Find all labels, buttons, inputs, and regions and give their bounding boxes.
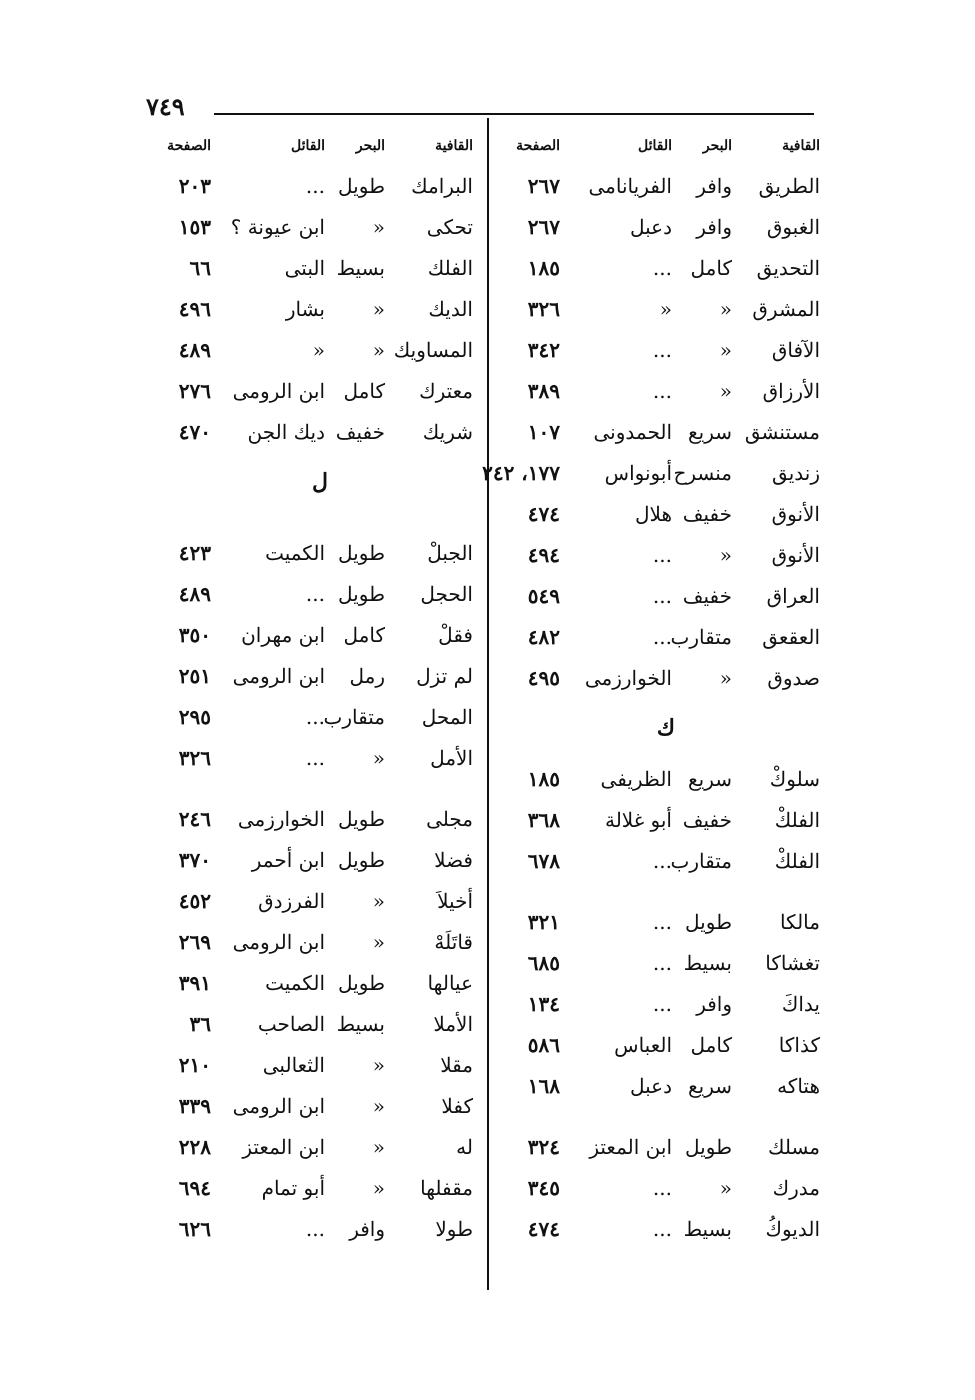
- entry-meter: بسيط: [683, 951, 732, 975]
- entry-meter: «: [372, 1094, 385, 1118]
- index-entry: [495, 617, 820, 658]
- entry-meter: «: [372, 930, 385, 954]
- letter-heading: [148, 453, 473, 513]
- entry-rhyme: زنديق: [772, 461, 820, 485]
- entry-rhyme: الفلكْ: [774, 808, 820, 832]
- index-entry: [148, 533, 473, 574]
- index-entry: [148, 615, 473, 656]
- entry-poet: أبونواس: [604, 461, 672, 485]
- entry-page: ٢٠٣: [178, 174, 211, 198]
- entry-meter: «: [719, 1176, 732, 1200]
- entry-meter: خفيف: [682, 502, 732, 526]
- entry-poet: هلال: [634, 502, 672, 526]
- index-entry: [495, 166, 820, 207]
- entry-page: ٤٩٤: [527, 543, 560, 567]
- entry-meter: بسيط: [683, 1217, 732, 1241]
- entry-meter: طويل: [338, 848, 385, 872]
- entry-page: ٢٦٩: [178, 930, 211, 954]
- entry-rhyme: تغشاكا: [765, 951, 820, 975]
- entry-rhyme: مستنشق: [744, 420, 820, 444]
- entry-poet: الحمدونى: [593, 420, 672, 444]
- entry-poet: العباس: [614, 1033, 672, 1057]
- index-entry: [495, 1209, 820, 1250]
- entry-meter: متقارب: [670, 625, 732, 649]
- entry-page: ٣٢٤: [527, 1135, 560, 1159]
- index-entry: [495, 943, 820, 984]
- index-entry: [148, 1209, 473, 1250]
- index-entry: [148, 697, 473, 738]
- entry-rhyme: شريك: [422, 420, 473, 444]
- entry-poet: ...: [652, 951, 672, 975]
- entry-meter: وافر: [349, 1217, 385, 1241]
- entry-rhyme: معترك: [419, 379, 473, 403]
- entry-meter: خفيف: [682, 808, 732, 832]
- header-meter: البحر: [702, 138, 732, 154]
- entry-meter: «: [372, 1135, 385, 1159]
- index-entry: [148, 799, 473, 840]
- entry-poet: الفريانامى: [588, 174, 672, 198]
- entry-rhyme: مدرك: [772, 1176, 820, 1200]
- entry-page: ٦٧٨: [527, 849, 560, 873]
- entry-poet: ...: [652, 338, 672, 362]
- entry-poet: ابن الرومى: [232, 379, 325, 403]
- index-entry: [495, 576, 820, 617]
- entry-rhyme: الآفاق: [771, 338, 820, 362]
- entry-rhyme: الأنوق: [771, 502, 820, 526]
- entry-meter: وافر: [696, 174, 732, 198]
- index-entry: [495, 902, 820, 943]
- entry-page: ٣٤٥: [527, 1176, 560, 1200]
- entry-poet: الفرزدق: [258, 889, 325, 913]
- entry-rhyme: التحديق: [756, 256, 820, 280]
- entry-page: ٤٨٢: [527, 625, 560, 649]
- column-divider: [487, 118, 489, 1290]
- entry-rhyme: الديك: [428, 297, 473, 321]
- entry-page: ١٦٨: [527, 1074, 560, 1098]
- entry-page: ٥٨٦: [527, 1033, 560, 1057]
- entry-meter: «: [372, 746, 385, 770]
- index-entry: [482, 453, 820, 494]
- entry-meter: سريع: [687, 420, 732, 444]
- header-rule: [214, 113, 814, 115]
- entry-meter: طويل: [338, 807, 385, 831]
- entry-page: ٤٩٦: [178, 297, 211, 321]
- entry-poet: ...: [305, 705, 325, 729]
- entry-poet: الخوارزمى: [237, 807, 325, 831]
- entry-rhyme: المحل: [421, 705, 473, 729]
- entry-poet: ...: [652, 1176, 672, 1200]
- entry-poet: دعبل: [629, 215, 672, 239]
- entry-poet: ابن مهران: [241, 623, 325, 647]
- entry-meter: «: [719, 297, 732, 321]
- entry-meter: «: [372, 338, 385, 362]
- header-poet: القائل: [637, 138, 672, 154]
- entry-rhyme: الغبوق: [766, 215, 820, 239]
- index-entry: [148, 1127, 473, 1168]
- entry-page: ٤٥٢: [178, 889, 211, 913]
- entry-page: ٣٢٦: [178, 746, 211, 770]
- entry-poet: «: [659, 297, 672, 321]
- index-entry: [148, 738, 473, 779]
- index-entry: [148, 412, 473, 453]
- entry-rhyme: طولا: [435, 1217, 473, 1241]
- index-entry: [495, 759, 820, 800]
- entry-page: ٤٧٠: [178, 420, 211, 444]
- entry-rhyme: لم تزل: [416, 664, 473, 688]
- index-entry: [495, 207, 820, 248]
- entry-poet: ابن الرومى: [232, 930, 325, 954]
- entry-rhyme: سلوكْ: [769, 767, 820, 791]
- entry-rhyme: قاتَلَهْ: [434, 930, 473, 954]
- index-entry: [495, 1168, 820, 1209]
- index-entry: [495, 984, 820, 1025]
- entry-rhyme: فضلا: [434, 848, 473, 872]
- index-entry: [148, 166, 473, 207]
- entry-poet: ...: [652, 543, 672, 567]
- entry-poet: ...: [652, 584, 672, 608]
- index-entry: [495, 800, 820, 841]
- entry-rhyme: العقعق: [762, 625, 820, 649]
- entry-meter: كامل: [690, 1033, 732, 1057]
- entry-meter: بسيط: [336, 1012, 385, 1036]
- entry-rhyme: العراق: [766, 584, 820, 608]
- header-page: الصفحة: [167, 138, 211, 154]
- entry-rhyme: المساويك: [393, 338, 473, 362]
- entry-page: ٣٤٢: [527, 338, 560, 362]
- entry-poet: الظريفى: [600, 767, 672, 791]
- entry-page: ١٨٥: [527, 256, 560, 280]
- header-page: الصفحة: [516, 138, 560, 154]
- entry-poet: ابن الرومى: [232, 664, 325, 688]
- entry-poet: ابن أحمر: [251, 848, 325, 872]
- entry-poet: الكميت: [265, 541, 325, 565]
- section-gap: [495, 882, 820, 902]
- entry-poet: ديك الجن: [247, 420, 325, 444]
- index-entry: [495, 494, 820, 535]
- entry-page: ٢٥١: [178, 664, 211, 688]
- entry-rhyme: كذاكا: [778, 1033, 820, 1057]
- entry-poet: ...: [652, 992, 672, 1016]
- index-entry: [148, 1086, 473, 1127]
- letter-heading-text: ك: [656, 715, 675, 741]
- entry-rhyme: هتاكه: [777, 1074, 820, 1098]
- index-entry: [148, 1004, 473, 1045]
- entry-page: ١٨٥: [527, 767, 560, 791]
- entry-rhyme: الأنوق: [771, 543, 820, 567]
- column-header: [148, 130, 473, 166]
- entry-page: ٣٣٩: [178, 1094, 211, 1118]
- entry-page: ٢٧٦: [178, 379, 211, 403]
- column-header: [495, 130, 820, 166]
- entry-meter: كامل: [343, 623, 385, 647]
- entry-page: ٥٤٩: [527, 584, 560, 608]
- entry-meter: منسرح: [673, 461, 732, 485]
- entry-rhyme: الحجل: [420, 582, 473, 606]
- entry-rhyme: الجبلْ: [427, 541, 473, 565]
- entry-meter: كامل: [343, 379, 385, 403]
- entry-meter: خفيف: [335, 420, 385, 444]
- entry-meter: بسيط: [336, 256, 385, 280]
- entry-rhyme: يداكَ: [781, 992, 820, 1016]
- entry-page: ٤٧٤: [527, 1217, 560, 1241]
- index-entry: [148, 371, 473, 412]
- entry-rhyme: كفلا: [441, 1094, 473, 1118]
- index-entry: [148, 330, 473, 371]
- entry-page: ٦٢٦: [178, 1217, 211, 1241]
- index-entry: [495, 1066, 820, 1107]
- index-entry: [148, 1168, 473, 1209]
- entry-poet: ابن عيونة ؟: [230, 215, 325, 239]
- entry-meter: «: [719, 379, 732, 403]
- section-gap: [148, 779, 473, 799]
- index-entry: [148, 248, 473, 289]
- entry-poet: ...: [652, 256, 672, 280]
- entry-meter: «: [719, 543, 732, 567]
- entry-poet: ...: [305, 1217, 325, 1241]
- entry-meter: طويل: [685, 1135, 732, 1159]
- entry-rhyme: الديوكُ: [765, 1217, 820, 1241]
- entry-meter: رمل: [349, 664, 385, 688]
- entry-rhyme: البرامك: [411, 174, 473, 198]
- entry-page: ٣٨٩: [527, 379, 560, 403]
- entry-poet: «: [312, 338, 325, 362]
- entry-rhyme: مقفلها: [420, 1176, 473, 1200]
- entry-page: ٣٦٨: [527, 808, 560, 832]
- entry-rhyme: الأملا: [433, 1012, 473, 1036]
- entry-poet: الكميت: [265, 971, 325, 995]
- entry-rhyme: الطريق: [758, 174, 820, 198]
- entry-poet: ...: [652, 625, 672, 649]
- section-gap: [495, 1107, 820, 1127]
- header-meter: البحر: [355, 138, 385, 154]
- entry-meter: طويل: [685, 910, 732, 934]
- entry-meter: «: [372, 1176, 385, 1200]
- entry-page: ٤٨٩: [178, 338, 211, 362]
- entry-rhyme: أخيلاَ: [437, 889, 473, 913]
- index-entry: [495, 412, 820, 453]
- entry-page: ٣٢١: [527, 910, 560, 934]
- entry-page: ٤٩٥: [527, 666, 560, 690]
- entry-meter: سريع: [687, 1074, 732, 1098]
- index-entry: [495, 371, 820, 412]
- left-column: [148, 130, 473, 1250]
- entry-meter: «: [372, 215, 385, 239]
- index-entry: [495, 535, 820, 576]
- entry-poet: بشار: [285, 297, 325, 321]
- entry-page: ١٠٧: [527, 420, 560, 444]
- header-rhyme: القافية: [782, 138, 820, 154]
- entry-page: ٤٧٤: [527, 502, 560, 526]
- entry-rhyme: المشرق: [752, 297, 820, 321]
- entry-page: ٤٨٩: [178, 582, 211, 606]
- letter-heading: [495, 699, 820, 759]
- entry-page: ١٥٣: [178, 215, 211, 239]
- entry-rhyme: الأمل: [430, 746, 473, 770]
- entry-meter: «: [372, 297, 385, 321]
- entry-meter: سريع: [687, 767, 732, 791]
- entry-page: ٣٢٦: [527, 297, 560, 321]
- entry-page: ٣٦: [189, 1012, 211, 1036]
- entry-poet: ...: [305, 582, 325, 606]
- entry-meter: متقارب: [670, 849, 732, 873]
- entry-page: ٢١٠: [178, 1053, 211, 1077]
- entry-meter: طويل: [338, 541, 385, 565]
- entry-rhyme: الأرزاق: [762, 379, 820, 403]
- entry-rhyme: مالكا: [779, 910, 820, 934]
- index-entry: [148, 289, 473, 330]
- index-entry: [148, 922, 473, 963]
- page-number: ٧٤٩: [146, 92, 185, 121]
- index-entry: [148, 881, 473, 922]
- entry-rhyme: فقلْ: [438, 623, 473, 647]
- entry-meter: «: [719, 666, 732, 690]
- entry-page: ٣٥٠: [178, 623, 211, 647]
- entry-meter: «: [372, 889, 385, 913]
- entry-meter: «: [372, 1053, 385, 1077]
- entry-meter: متقارب: [323, 705, 385, 729]
- entry-meter: طويل: [338, 582, 385, 606]
- entry-meter: خفيف: [682, 584, 732, 608]
- entry-meter: وافر: [696, 215, 732, 239]
- index-entry: [148, 963, 473, 1004]
- index-entry: [495, 330, 820, 371]
- entry-poet: الخوارزمى: [584, 666, 672, 690]
- entry-rhyme: له: [456, 1135, 473, 1159]
- section-gap: [148, 513, 473, 533]
- entry-poet: ...: [652, 910, 672, 934]
- entry-poet: ...: [652, 379, 672, 403]
- entry-rhyme: مقلا: [440, 1053, 473, 1077]
- entry-rhyme: مجلى: [426, 807, 473, 831]
- index-entry: [495, 841, 820, 882]
- index-entry: [148, 656, 473, 697]
- index-entry: [148, 574, 473, 615]
- entry-meter: وافر: [696, 992, 732, 1016]
- entry-rhyme: صدوق: [767, 666, 820, 690]
- entry-poet: ابن المعتز: [589, 1135, 672, 1159]
- entry-meter: طويل: [338, 174, 385, 198]
- entry-poet: الصاحب: [257, 1012, 325, 1036]
- entry-page: ١٣٤: [527, 992, 560, 1016]
- entry-page: ٢٢٨: [178, 1135, 211, 1159]
- entry-page: ٤٢٣: [178, 541, 211, 565]
- entry-rhyme: الفلكْ: [774, 849, 820, 873]
- header-poet: القائل: [290, 138, 325, 154]
- entry-page: ٢٩٥: [178, 705, 211, 729]
- entry-page: ٢٦٧: [527, 174, 560, 198]
- entry-meter: كامل: [690, 256, 732, 280]
- index-entry: [148, 207, 473, 248]
- entry-poet: ...: [652, 1217, 672, 1241]
- index-entry: [495, 658, 820, 699]
- entry-rhyme: الفلك: [427, 256, 473, 280]
- entry-poet: ...: [305, 174, 325, 198]
- entry-meter: «: [719, 338, 732, 362]
- entry-page: ٣٩١: [178, 971, 211, 995]
- index-entry: [148, 1045, 473, 1086]
- entry-page: ٣٧٠: [178, 848, 211, 872]
- entry-rhyme: عيالها: [427, 971, 473, 995]
- entry-page: ١٧٧، ٢٤٢: [482, 461, 560, 485]
- entry-poet: البتى: [284, 256, 325, 280]
- entry-page: ٦٩٤: [178, 1176, 211, 1200]
- index-entry: [148, 840, 473, 881]
- entry-page: ٢٦٧: [527, 215, 560, 239]
- index-entry: [495, 289, 820, 330]
- entry-poet: أبو غلالة: [604, 808, 672, 832]
- index-entry: [495, 248, 820, 289]
- index-entry: [495, 1025, 820, 1066]
- entry-rhyme: مسلك: [767, 1135, 820, 1159]
- right-column: [482, 130, 820, 1250]
- entry-rhyme: تحكى: [426, 215, 473, 239]
- entry-page: ٢٤٦: [178, 807, 211, 831]
- entry-meter: طويل: [338, 971, 385, 995]
- entry-poet: الثعالبى: [262, 1053, 325, 1077]
- index-entry: [495, 1127, 820, 1168]
- entry-poet: ...: [305, 746, 325, 770]
- entry-poet: ...: [652, 849, 672, 873]
- entry-page: ٦٨٥: [527, 951, 560, 975]
- letter-heading-text: ل: [312, 469, 328, 495]
- entry-poet: ابن المعتز: [242, 1135, 325, 1159]
- header-rhyme: القافية: [435, 138, 473, 154]
- entry-page: ٦٦: [189, 256, 211, 280]
- entry-poet: ابن الرومى: [232, 1094, 325, 1118]
- entry-poet: أبو تمام: [261, 1176, 325, 1200]
- entry-poet: دعبل: [629, 1074, 672, 1098]
